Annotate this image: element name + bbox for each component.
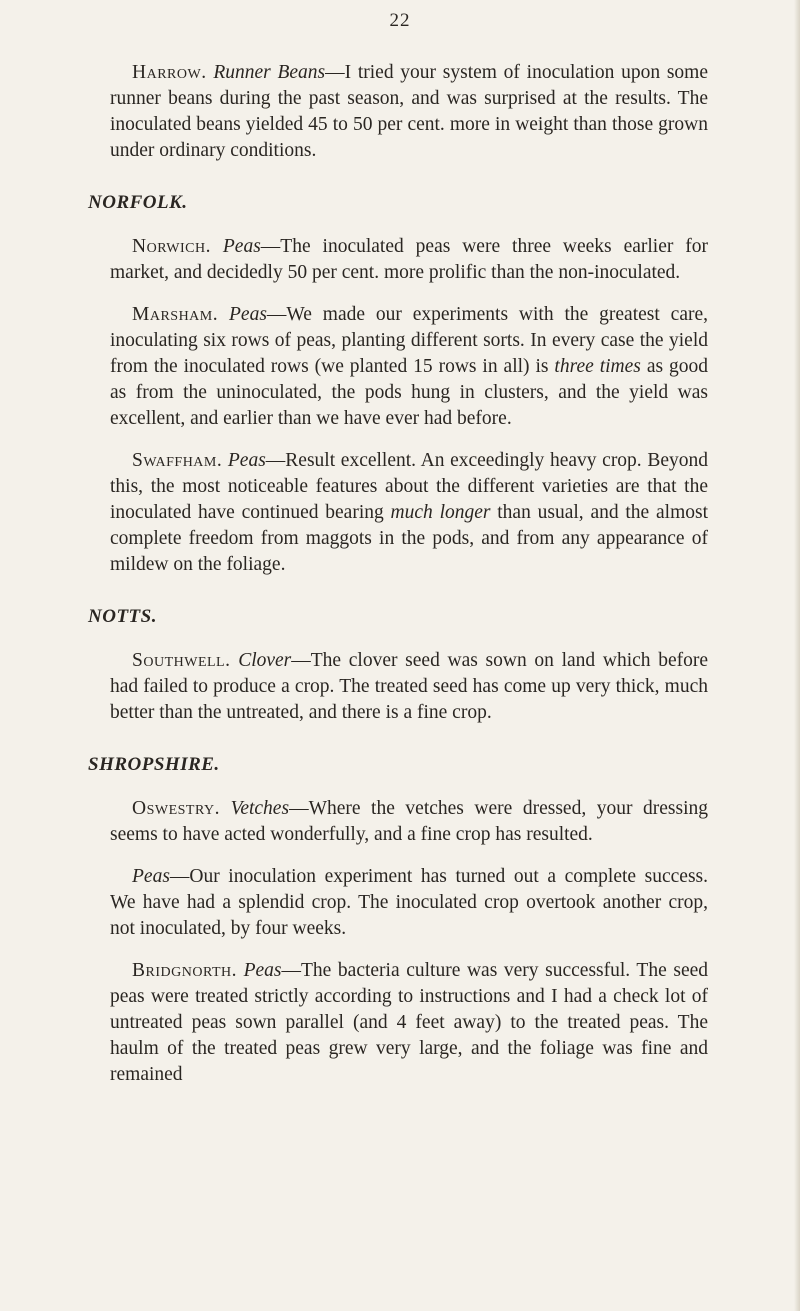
paragraph-text: —Result excellent. An exceedingly heavy crop. Beyond this, the most noticeable features about the different varieties are that the inoculated have continued bearing <box>110 450 708 523</box>
paragraph-bridgnorth <box>110 958 708 1088</box>
paragraph-marsham <box>110 302 708 432</box>
page-number: 22 <box>389 10 411 31</box>
place-name: Swaffham. <box>132 450 223 471</box>
paragraph-southwell <box>110 648 708 726</box>
paragraph-text: —We made our experiments with the greatest care, inoculating six rows of peas, planting different sorts. In every case the yield from the inoculated rows (we planted 15 rows in all) is <box>110 304 708 377</box>
crop-name: Runner Beans <box>213 62 326 83</box>
place-name: Bridgnorth. <box>132 960 237 981</box>
place-name: Marsham. <box>132 304 219 325</box>
place-name: Southwell. <box>132 650 231 671</box>
paragraph-oswestry <box>110 796 708 848</box>
paragraph-oswestry-peas <box>110 864 708 942</box>
emphasis-text: much longer <box>390 502 491 523</box>
crop-name: Vetches <box>230 798 290 819</box>
paragraph-text: —The inoculated peas were three weeks earlier for market, and decidedly 50 per cent. more prolific than the non-inoculated. <box>110 236 709 283</box>
paragraph-text: —The bacteria culture was very successful. The seed peas were treated strictly according to instructions and I had a check lot of untreated peas sown parallel (and 4 feet away) to the treated peas. The haulm of the treated peas grew very large, and the foliage was fine and remained <box>110 960 708 1085</box>
crop-name: Peas <box>222 236 261 257</box>
crop-name: Peas <box>227 450 266 471</box>
page-edge-shadow <box>794 0 800 1311</box>
county-heading-notts: NOTTS. <box>88 606 157 627</box>
paragraph-text: —Where the vetches were dressed, your dressing seems to have acted wonderfully, and a fine crop has resulted. <box>110 798 709 845</box>
place-name: Oswestry. <box>132 798 221 819</box>
paragraph-harrow <box>110 60 708 164</box>
paragraph-text: —The clover seed was sown on land which before had failed to produce a crop. The treated seed has come up very thick, much better than the untreated, and there is a fine crop. <box>110 650 709 723</box>
place-name: Norwich. <box>132 236 211 257</box>
crop-name: Peas <box>132 866 170 887</box>
page-body <box>88 60 709 1104</box>
paragraph-text: —Our inoculation experiment has turned out a complete success. We have had a splendid crop. The inoculated crop overtook another crop, not inoculated, by four weeks. <box>110 866 708 939</box>
crop-name: Clover <box>238 650 292 671</box>
county-heading-shropshire: SHROPSHIRE. <box>88 754 220 775</box>
crop-name: Peas <box>229 304 267 325</box>
county-heading-norfolk: NORFOLK. <box>88 192 188 213</box>
paragraph-norwich <box>110 234 708 286</box>
emphasis-text: three times <box>554 356 641 377</box>
paragraph-swaffham <box>110 448 708 578</box>
place-name: Harrow. <box>132 62 207 83</box>
crop-name: Peas <box>243 960 282 981</box>
paragraph-text: as good as from the uninoculated, the pods hung in clusters, and the yield was excellent, and earlier than we have ever had before. <box>110 356 709 429</box>
paragraph-text: than usual, and the almost complete freedom from maggots in the pods, and from any appearance of mildew on the foliage. <box>110 502 708 575</box>
paragraph-text: —I tried your system of inoculation upon some runner beans during the past season, and was surprised at the results. The inoculated beans yielded 45 to 50 per cent. more in weight than those grown under ordinary conditions. <box>110 62 709 161</box>
